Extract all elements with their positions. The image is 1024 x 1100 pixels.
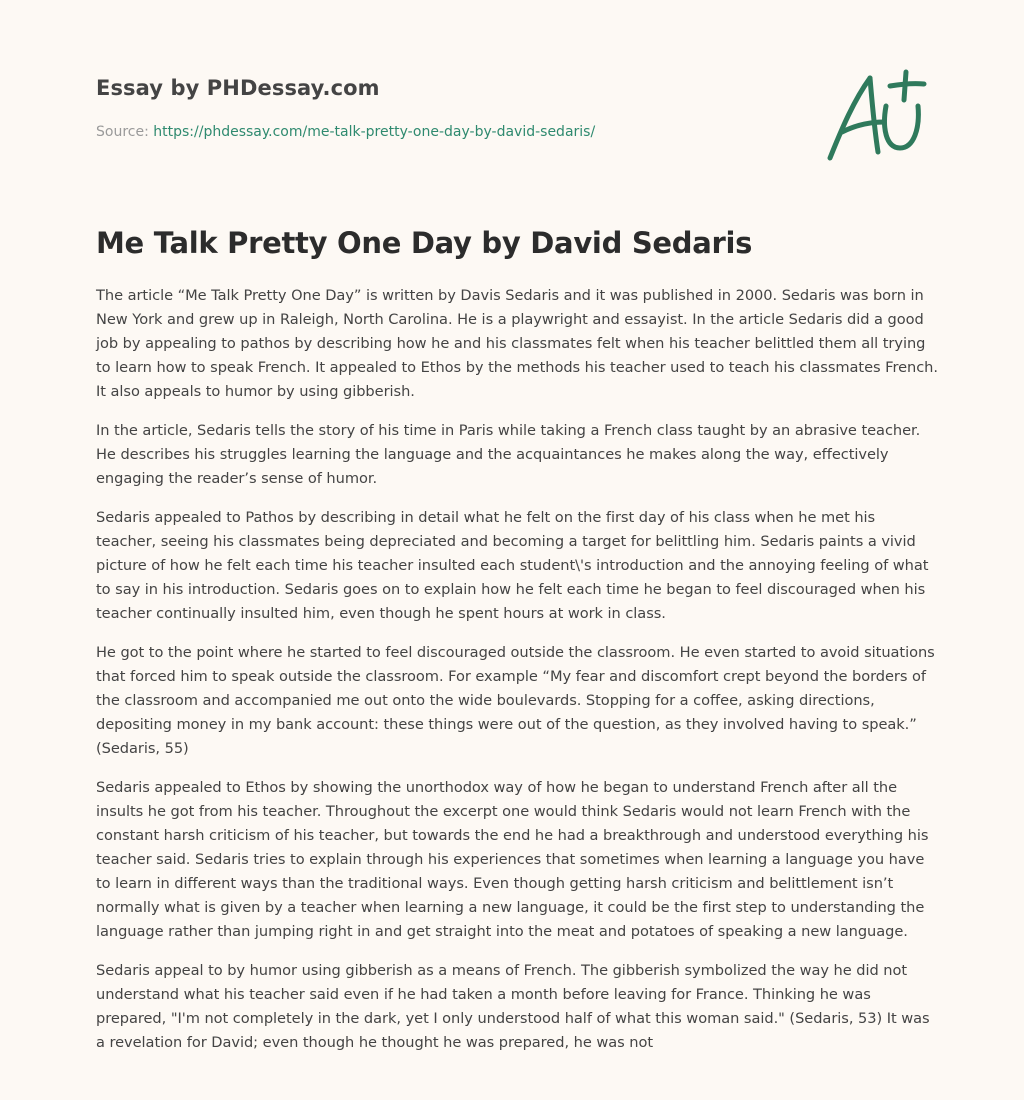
paragraph: Sedaris appeal to by humor using gibberish as a means of French. The gibberish symbolized the way he did not understand what his teacher said even if he had taken a month before leaving for France. Thinking he was prepared, "I'm not completely in the dark, yet I only understood half of what this woman said." (Sedaris, 53) It was a revelation for David; even though he thought he was prepared, he was not: [96, 962, 930, 1051]
article-title: Me Talk Pretty One Day by David Sedaris: [96, 226, 753, 260]
a-plus-logo-icon: [820, 66, 930, 166]
paragraph: In the article, Sedaris tells the story of his time in Paris while taking a French class taught by an abrasive teacher. He describes his struggles learning the language and the acquaintances he makes along the way, effectively engaging the reader’s sense of humor.: [96, 422, 921, 487]
source-label: Source:: [96, 124, 154, 140]
site-brand: Essay by PHDessay.com: [96, 76, 380, 100]
paragraph: He got to the point where he started to feel discouraged outside the classroom. He even started to avoid situations that forced him to speak outside the classroom. For example “My fear and discomfort crept beyond the borders of the classroom and accompanied me out onto the wide boulevards. Stopping for a coffee, asking directions, depositing money in my bank account: these things were out of the question, as they involved having to speak.” (Sedaris, 55): [96, 644, 935, 757]
paragraph: Sedaris appealed to Pathos by describing in detail what he felt on the first day of his class when he met his teacher, seeing his classmates being depreciated and becoming a target for belittling him. Sedaris paints a vivid picture of how he felt each time his teacher insulted each student\'s introduction and the annoying feeling of what to say in his introduction. Sedaris goes on to explain how he felt each time he began to feel discouraged when his teacher continually insulted him, even though he spent hours at work in class.: [96, 509, 929, 622]
source-line: [96, 124, 595, 140]
paragraph: Sedaris appealed to Ethos by showing the unorthodox way of how he began to understand French after all the insults he got from his teacher. Throughout the excerpt one would think Sedaris would not learn French with the constant harsh criticism of his teacher, but towards the end he had a breakthrough and understood everything his teacher said. Sedaris tries to explain through his experiences that sometimes when learning a language you have to learn in different ways than the traditional ways. Even though getting harsh criticism and belittlement isn’t normally what is given by a teacher when learning a new language, it could be the first step to understanding the language rather than jumping right in and get straight into the meat and potatoes of speaking a new language.: [96, 779, 929, 940]
article-body: [96, 284, 938, 1070]
source-link[interactable]: https://phdessay.com/me-talk-pretty-one-day-by-david-sedaris/: [153, 124, 596, 140]
paragraph: The article “Me Talk Pretty One Day” is written by Davis Sedaris and it was published in 2000. Sedaris was born in New York and grew up in Raleigh, North Carolina. He is a playwright and essayist. In the article Sedaris did a good job by appealing to pathos by describing how he and his classmates felt when his teacher belittled them all trying to learn how to speak French. It appealed to Ethos by the methods his teacher used to teach his classmates French. It also appeals to humor by using gibberish.: [96, 287, 938, 400]
